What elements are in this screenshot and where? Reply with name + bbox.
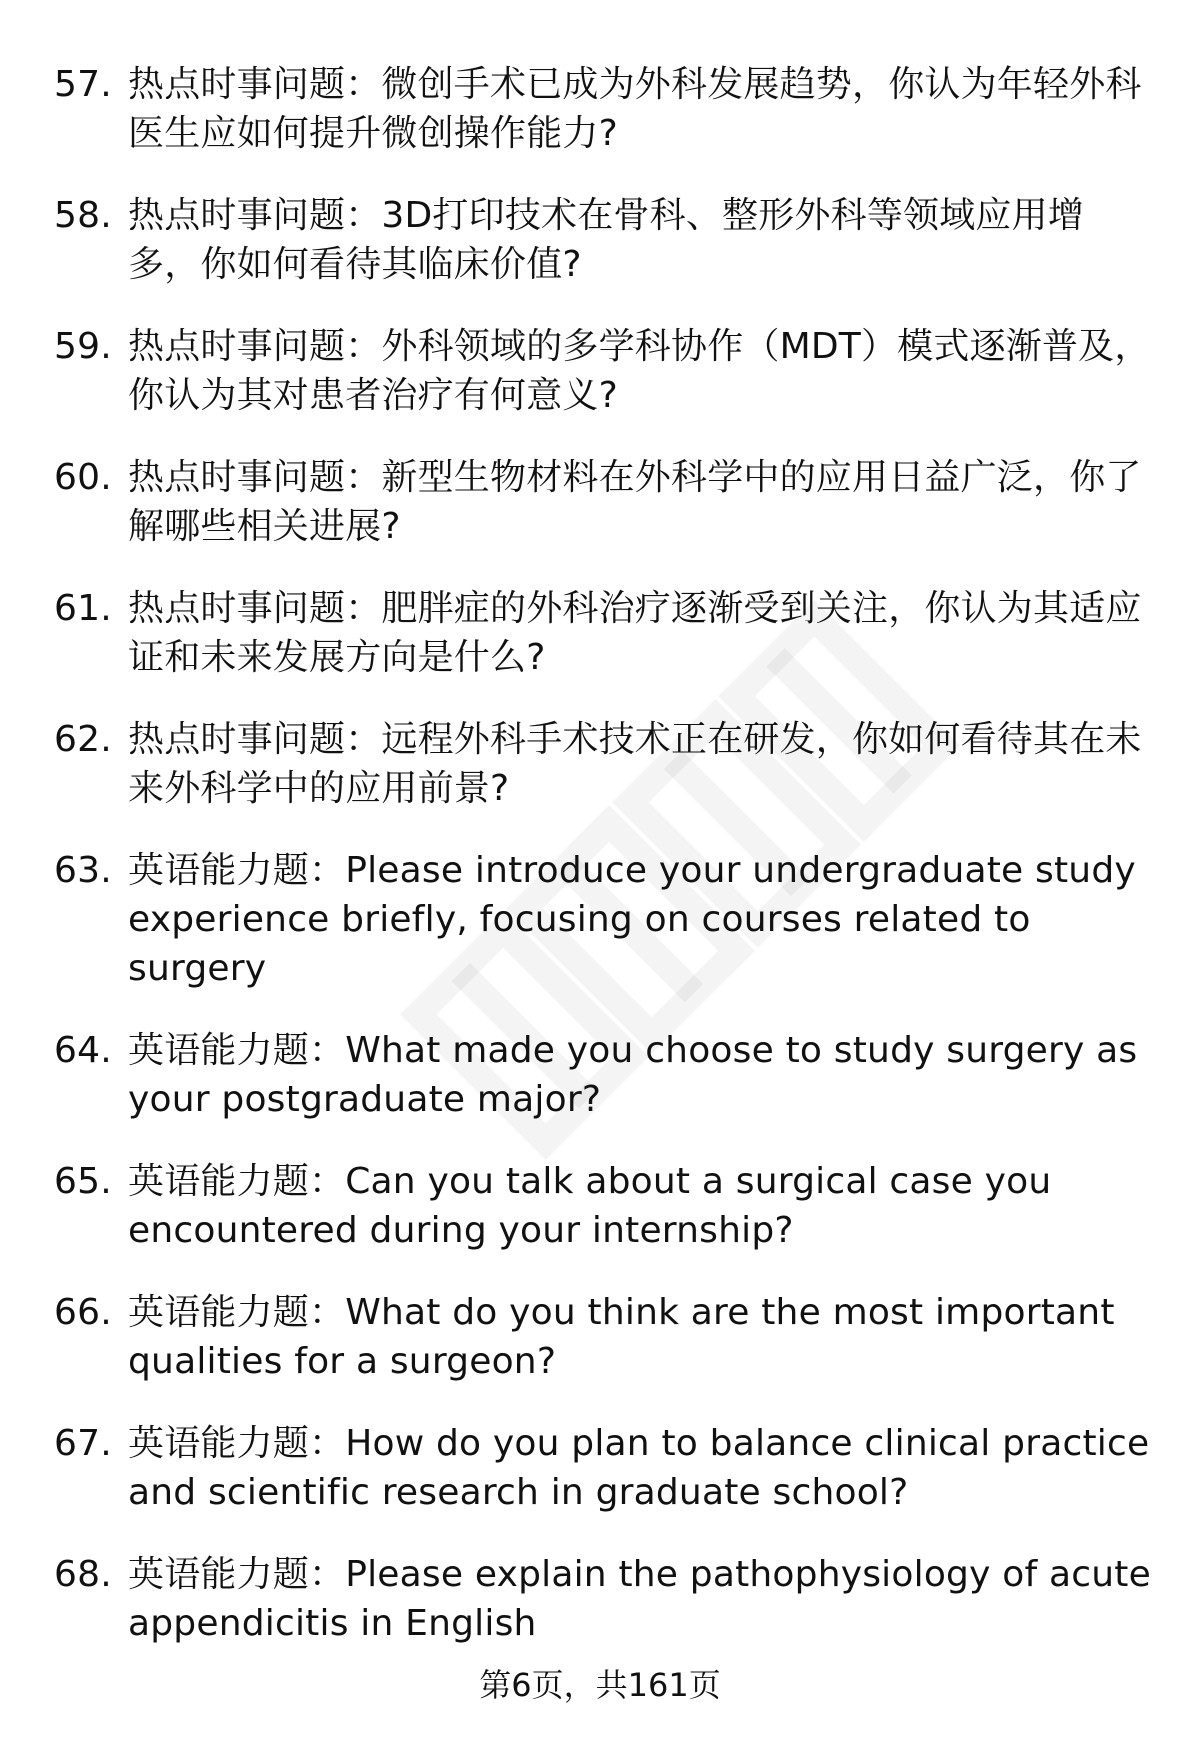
question-number: 66.	[54, 1292, 112, 1333]
question-item	[54, 1419, 1154, 1517]
question-item	[54, 1157, 1154, 1255]
question-number: 59.	[54, 326, 112, 367]
question-item	[54, 1550, 1154, 1648]
question-item	[54, 60, 1154, 158]
question-number: 63.	[54, 850, 112, 891]
question-text: 热点时事问题：外科领域的多学科协作（MDT）模式逐渐普及，你认为其对患者治疗有何意义?	[128, 326, 1151, 416]
question-text: 英语能力题：What do you think are the most important qualities for a surgeon?	[128, 1292, 1115, 1382]
question-number: 60.	[54, 457, 112, 498]
question-number: 62.	[54, 719, 112, 760]
question-number: 58.	[54, 195, 112, 236]
question-number: 68.	[54, 1554, 112, 1595]
question-text: 热点时事问题：新型生物材料在外科学中的应用日益广泛，你了解哪些相关进展?	[128, 457, 1142, 547]
question-number: 65.	[54, 1161, 112, 1202]
question-list	[54, 60, 1154, 1681]
question-text: 热点时事问题：远程外科手术技术正在研发，你如何看待其在未来外科学中的应用前景?	[128, 719, 1142, 809]
question-number: 61.	[54, 588, 112, 629]
question-text: 热点时事问题：微创手术已成为外科发展趋势，你认为年轻外科医生应如何提升微创操作能力?	[128, 64, 1142, 154]
question-text: 热点时事问题：3D打印技术在骨科、整形外科等领域应用增多，你如何看待其临床价值?	[128, 195, 1085, 285]
question-item	[54, 584, 1154, 682]
question-number: 57.	[54, 64, 112, 105]
question-item	[54, 1288, 1154, 1386]
question-item	[54, 715, 1154, 813]
question-number: 67.	[54, 1423, 112, 1464]
question-item	[54, 191, 1154, 289]
question-text: 英语能力题：Please introduce your undergraduate study experience briefly, focusing on courses related to surgery	[128, 850, 1136, 989]
question-item	[54, 322, 1154, 420]
question-number: 64.	[54, 1030, 112, 1071]
question-text: 英语能力题：Please explain the pathophysiology of acute appendicitis in English	[128, 1554, 1151, 1644]
question-text: 英语能力题：What made you choose to study surgery as your postgraduate major?	[128, 1030, 1138, 1120]
question-text: 热点时事问题：肥胖症的外科治疗逐渐受到关注，你认为其适应证和未来发展方向是什么?	[128, 588, 1142, 678]
question-item	[54, 846, 1154, 993]
question-text: 英语能力题：How do you plan to balance clinical practice and scientific research in graduate school?	[128, 1423, 1150, 1513]
page-number-footer: 第6页，共161页	[479, 1666, 721, 1704]
question-item	[54, 1026, 1154, 1124]
question-item	[54, 453, 1154, 551]
question-text: 英语能力题：Can you talk about a surgical case you encountered during your internship?	[128, 1161, 1052, 1251]
